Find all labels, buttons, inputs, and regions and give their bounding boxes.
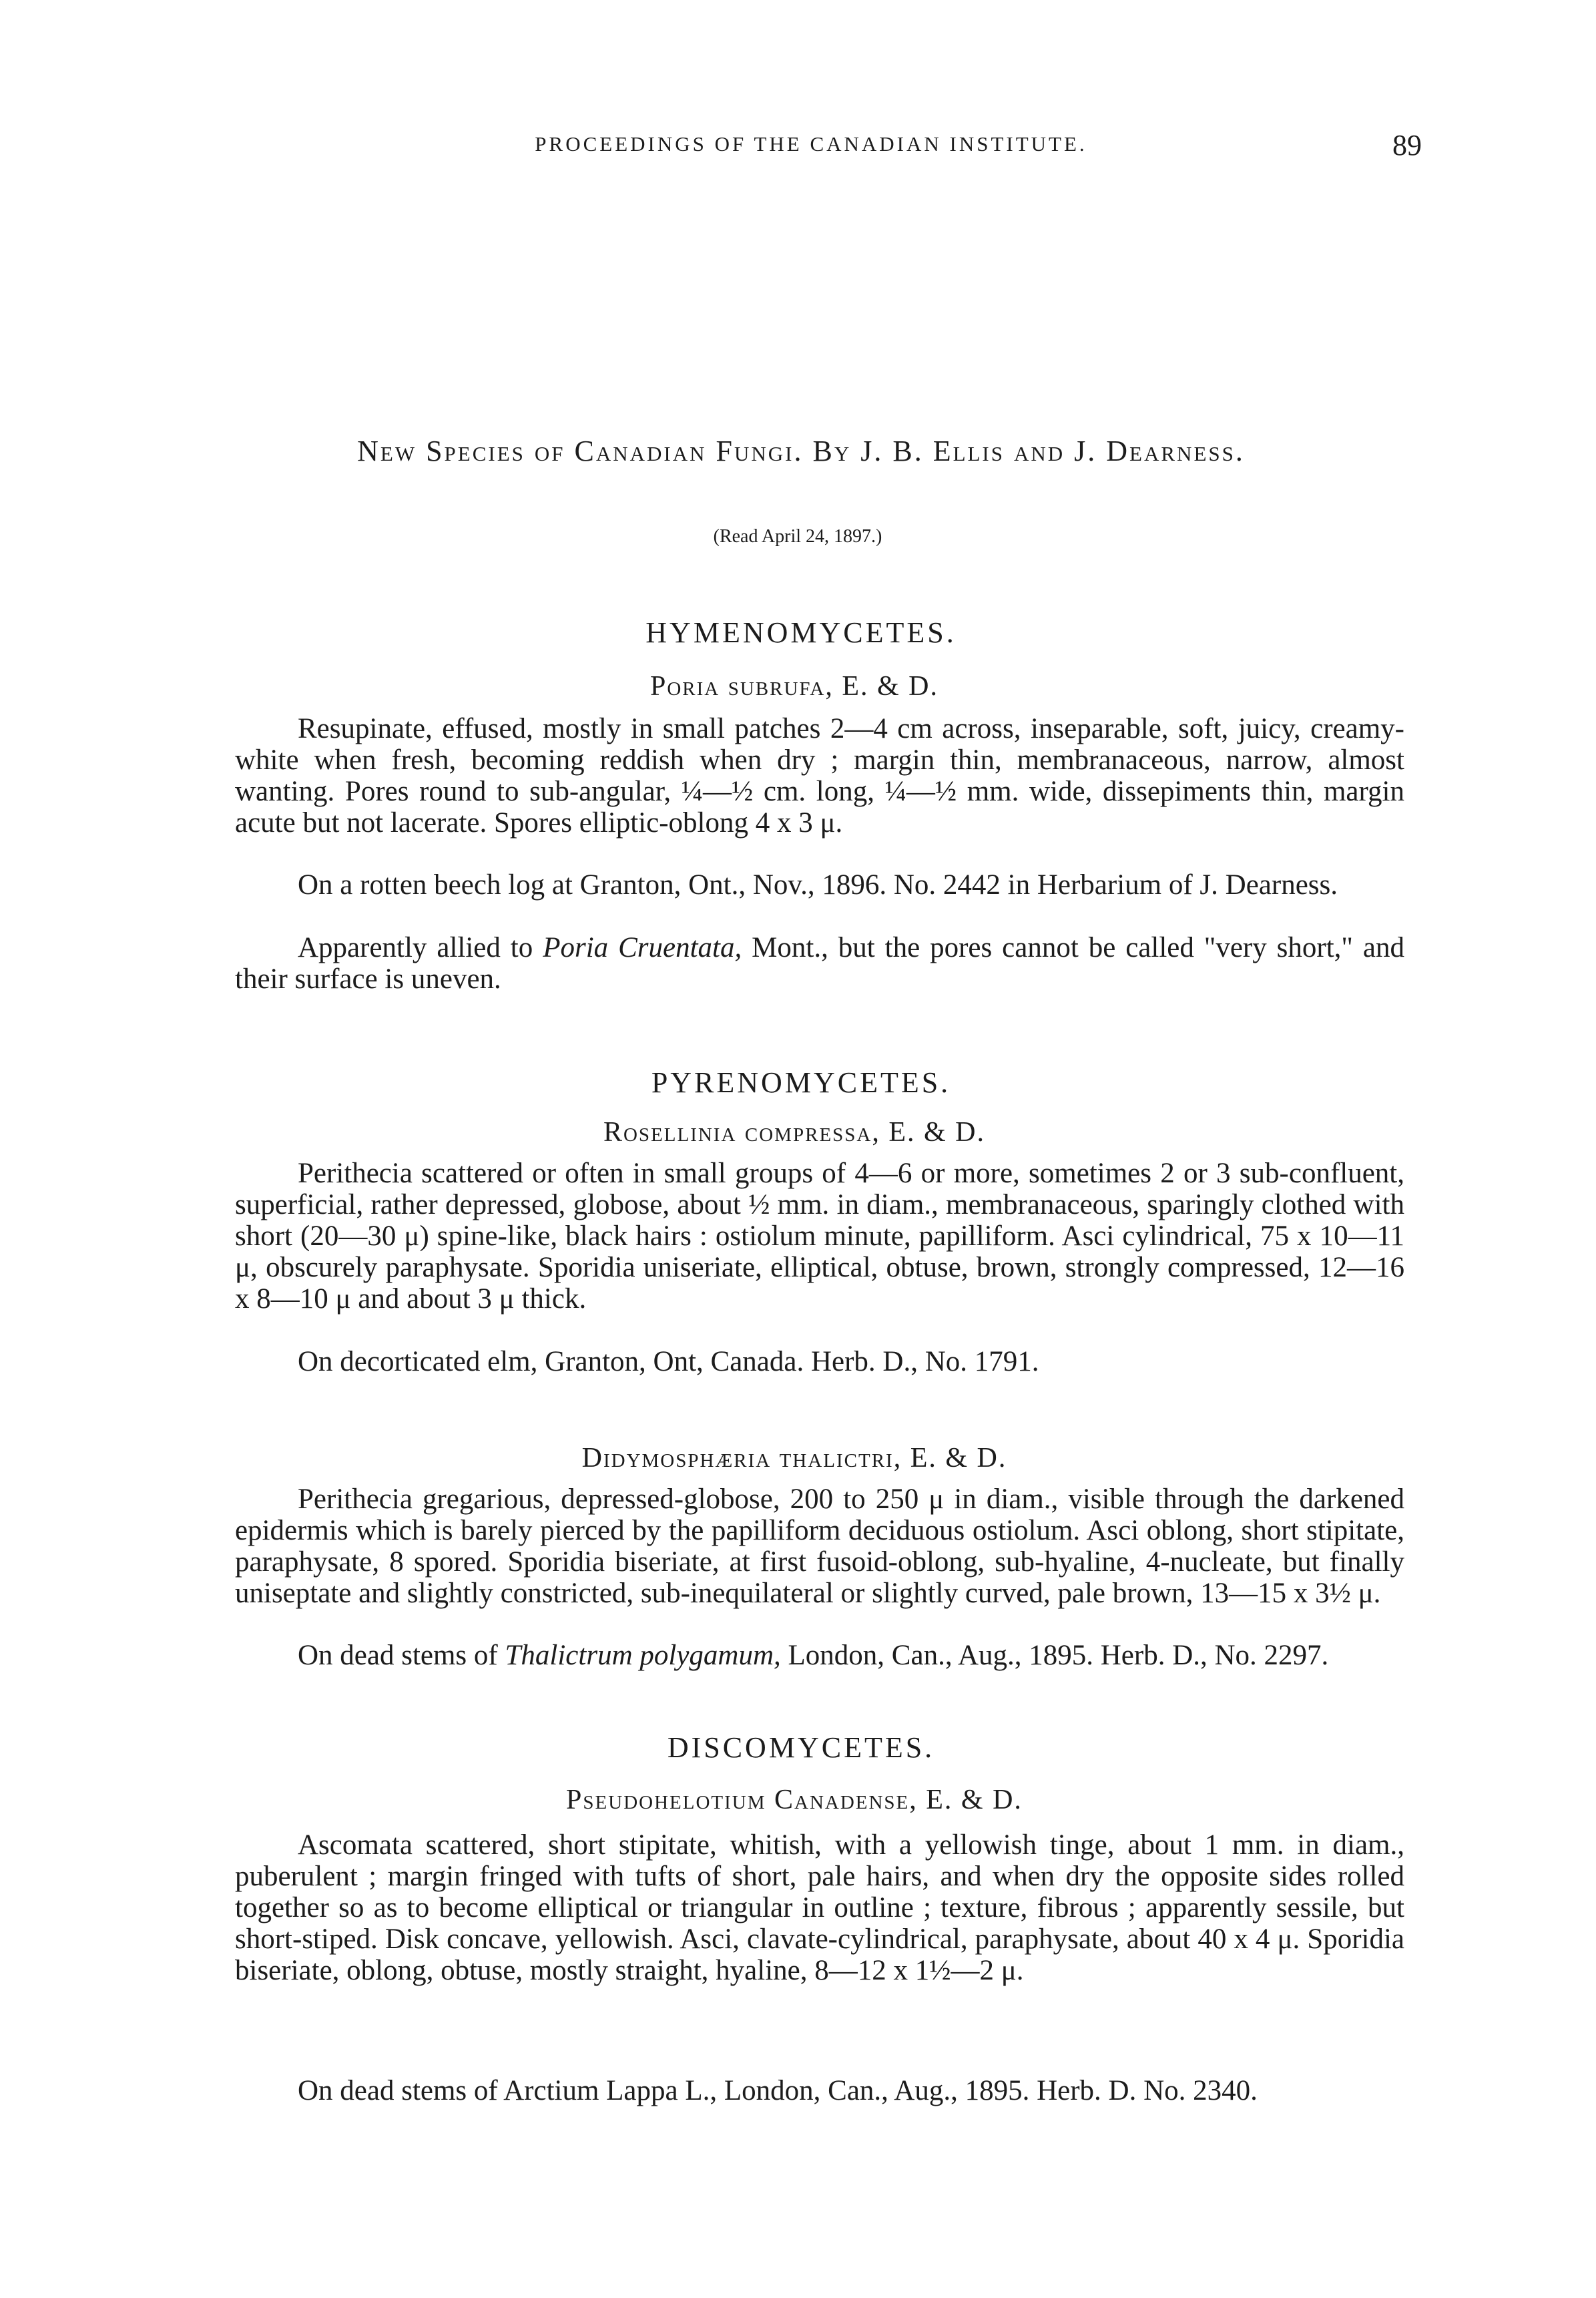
- description-didymosphaeria-thalictri: Perithecia gregarious, depressed-globose, 200 to 250 μ in diam., visible through the darkened epidermis which is barely pierced by the papilliform deciduous ostiolum. Asci oblong, short stipitate, paraphysate, 8 spored. Sporidia biseriate, at first fusoid-oblong, sub-hyaline, 4-nucleate, but finally uniseptate and slightly constricted, sub-inequilateral or slightly curved, pale brown, 13—15 x 3½ μ.: [235, 1483, 1404, 1609]
- locality-poria-subrufa: On a rotten beech log at Granton, Ont., Nov., 1896. No. 2442 in Herbarium of J. Dearness.: [298, 869, 1338, 901]
- species-heading-rosellinia-compressa: Rosellinia compressa, E. & D.: [603, 1117, 986, 1148]
- note-poria-subrufa: [235, 932, 1404, 995]
- locality-host: Thalictrum polygamum,: [505, 1640, 781, 1671]
- species-heading-didymosphaeria-thalictri: Didymosphæria thalictri, E. & D.: [581, 1443, 1007, 1473]
- note-taxon: Poria Cruentata,: [543, 932, 742, 963]
- article-title: New Species of Canadian Fungi. By J. B. Ellis and J. Dearness.: [357, 435, 1245, 467]
- running-head: PROCEEDINGS OF THE CANADIAN INSTITUTE.: [535, 132, 1087, 156]
- description-poria-subrufa: Resupinate, effused, mostly in small patches 2—4 cm across, inseparable, soft, juicy, creamy-white when fresh, becoming reddish when dry ; margin thin, membranaceous, narrow, almost wanting. Pores round to sub-angular, ¼—½ cm. long, ¼—½ mm. wide, dissepiments thin, margin acute but not lacerate. Spores elliptic-oblong 4 x 3 μ.: [235, 713, 1404, 839]
- page-number: 89: [1392, 129, 1422, 162]
- section-heading-discomycetes: DISCOMYCETES.: [667, 1731, 935, 1764]
- species-heading-pseudohelotium-canadense: Pseudohelotium Canadense, E. & D.: [566, 1785, 1023, 1815]
- section-heading-hymenomycetes: HYMENOMYCETES.: [645, 616, 957, 649]
- locality-prefix: On dead stems of: [298, 1640, 505, 1671]
- section-heading-pyrenomycetes: PYRENOMYCETES.: [651, 1066, 951, 1099]
- read-date: (Read April 24, 1897.): [713, 526, 882, 547]
- locality-pseudohelotium-canadense: On dead stems of Arctium Lappa L., London, Can., Aug., 1895. Herb. D. No. 2340.: [298, 2075, 1258, 2106]
- species-heading-poria-subrufa: Poria subrufa, E. & D.: [649, 671, 939, 702]
- locality-suffix: London, Can., Aug., 1895. Herb. D., No. 2297.: [780, 1640, 1329, 1671]
- locality-didymosphaeria-thalictri: [235, 1640, 1404, 1671]
- note-prefix: Apparently allied to: [298, 932, 543, 963]
- description-rosellinia-compressa: Perithecia scattered or often in small groups of 4—6 or more, sometimes 2 or 3 sub-confluent, superficial, rather depressed, globose, about ½ mm. in diam., membranaceous, sparingly clothed with short (20—30 μ) spine-like, black hairs : ostiolum minute, papilliform. Asci cylindrical, 75 x 10—11 μ, obscurely paraphysate. Sporidia uniseriate, elliptical, obtuse, brown, strongly compressed, 12—16 x 8—10 μ and about 3 μ thick.: [235, 1158, 1404, 1315]
- description-pseudohelotium-canadense: Ascomata scattered, short stipitate, whitish, with a yellowish tinge, about 1 mm. in diam., puberulent ; margin fringed with tufts of short, pale hairs, and when dry the opposite sides rolled together so as to become elliptical or triangular in outline ; texture, fibrous ; apparently sessile, but short-stiped. Disk concave, yellowish. Asci, clavate-cylindrical, paraphysate, about 40 x 4 μ. Sporidia biseriate, oblong, obtuse, mostly straight, hyaline, 8—12 x 1½—2 μ.: [235, 1829, 1404, 1986]
- locality-rosellinia-compressa: On decorticated elm, Granton, Ont, Canada. Herb. D., No. 1791.: [298, 1346, 1039, 1377]
- note-suffix: Mont., but the pores cannot be called "very short," and their surface is uneven.: [235, 932, 1405, 995]
